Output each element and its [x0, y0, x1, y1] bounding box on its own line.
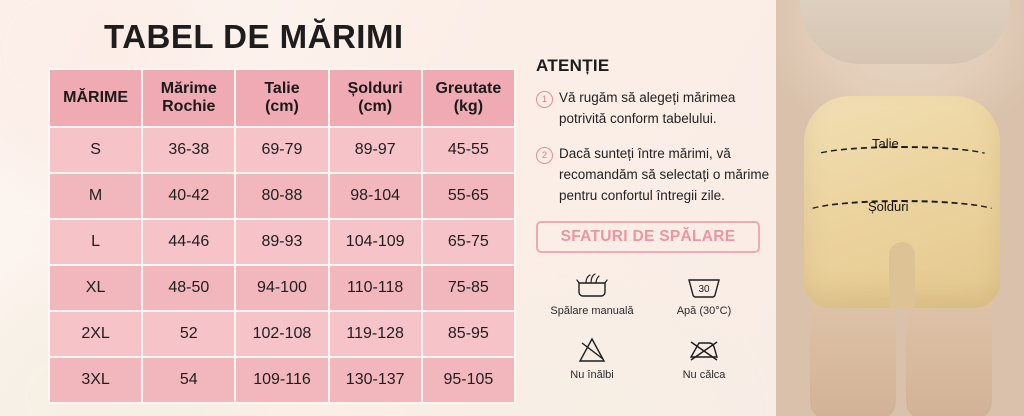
cell-size: S [49, 127, 142, 173]
table-row [49, 265, 515, 311]
model-leg-left [810, 290, 896, 416]
column-header-size [49, 69, 142, 127]
waist-measure-line [812, 146, 992, 168]
no-iron-icon [648, 333, 760, 367]
cell-waist: 102-108 [235, 311, 328, 357]
cell-waist: 80-88 [235, 173, 328, 219]
note-item [536, 88, 776, 130]
note-text: Vă rugăm să alegeți mărimea potrivită conform tabelului. [559, 90, 736, 126]
column-header-weight [422, 69, 515, 127]
column-header-waist-line2: (cm) [265, 98, 299, 115]
page-title: TABEL DE MĂRIMI [104, 18, 404, 55]
no-bleach-icon [536, 333, 648, 367]
svg-text:30: 30 [698, 283, 710, 295]
wash-tips-heading: SFATURI DE SPĂLARE [536, 221, 760, 253]
cell-size: M [49, 173, 142, 219]
size-table-head [49, 69, 515, 127]
cell-size: 3XL [49, 357, 142, 403]
waist-label: Talie [872, 136, 899, 151]
hips-label: Șolduri [868, 199, 909, 214]
wash-item-no-iron [648, 333, 760, 381]
table-row [49, 173, 515, 219]
cell-hips: 130-137 [329, 357, 422, 403]
wash-icons-grid [536, 269, 776, 381]
cell-dress-size: 52 [142, 311, 235, 357]
column-header-hips [329, 69, 422, 127]
table-row [49, 219, 515, 265]
cell-weight: 55-65 [422, 173, 515, 219]
cell-weight: 75-85 [422, 265, 515, 311]
note-number: 1 [536, 91, 553, 108]
cell-dress-size: 54 [142, 357, 235, 403]
cell-size: 2XL [49, 311, 142, 357]
column-header-waist [235, 69, 328, 127]
wash-item-water-temp [648, 269, 760, 317]
table-header-row [49, 69, 515, 127]
column-header-hips-line1: Șolduri [347, 79, 403, 97]
model-leg-right [906, 290, 992, 416]
cell-hips: 104-109 [329, 219, 422, 265]
cell-hips: 89-97 [329, 127, 422, 173]
column-header-weight-line1: Greutate [435, 79, 502, 97]
hand-wash-icon [536, 269, 648, 303]
wash-item-caption: Apă (30°C) [676, 304, 732, 317]
cell-weight: 45-55 [422, 127, 515, 173]
cell-dress-size: 40-42 [142, 173, 235, 219]
column-header-weight-line2: (kg) [453, 98, 484, 115]
cell-hips: 110-118 [329, 265, 422, 311]
water-temp-30-icon [648, 269, 760, 303]
column-header-waist-line1: Talie [264, 79, 300, 97]
cell-size: XL [49, 265, 142, 311]
cell-weight: 65-75 [422, 219, 515, 265]
model-top [800, 0, 1010, 64]
cell-dress-size: 48-50 [142, 265, 235, 311]
info-section [536, 0, 776, 416]
product-photo [776, 0, 1024, 416]
cell-weight: 95-105 [422, 357, 515, 403]
cell-waist: 94-100 [235, 265, 328, 311]
cell-waist: 89-93 [235, 219, 328, 265]
table-row [49, 357, 515, 403]
cell-waist: 109-116 [235, 357, 328, 403]
column-header-dress-size [142, 69, 235, 127]
cell-size: L [49, 219, 142, 265]
note-item [536, 144, 776, 207]
column-header-dress-size-line2: Rochie [162, 98, 216, 115]
cell-hips: 98-104 [329, 173, 422, 219]
table-row [49, 127, 515, 173]
size-table-body [49, 127, 515, 403]
cell-dress-size: 36-38 [142, 127, 235, 173]
wash-item-hand-wash [536, 269, 648, 317]
wash-item-caption: Nu călca [682, 368, 726, 381]
column-header-size-line1: MĂRIME [63, 88, 129, 106]
note-number: 2 [536, 147, 553, 164]
size-table [48, 68, 516, 404]
cell-dress-size: 44-46 [142, 219, 235, 265]
table-row [49, 311, 515, 357]
column-header-hips-line2: (cm) [358, 98, 393, 115]
wash-item-caption: Nu înălbi [570, 368, 614, 381]
wash-item-caption: Spălare manuală [550, 304, 634, 317]
cell-weight: 85-95 [422, 311, 515, 357]
cell-hips: 119-128 [329, 311, 422, 357]
wash-item-no-bleach [536, 333, 648, 381]
attention-heading: ATENȚIE [536, 56, 610, 75]
note-text: Dacă sunteți între mărimi, vă recomandăm să selectați o mărime pentru confortul întregii zile. [559, 145, 770, 203]
column-header-dress-size-line1: Mărime [160, 79, 217, 97]
cell-waist: 69-79 [235, 127, 328, 173]
